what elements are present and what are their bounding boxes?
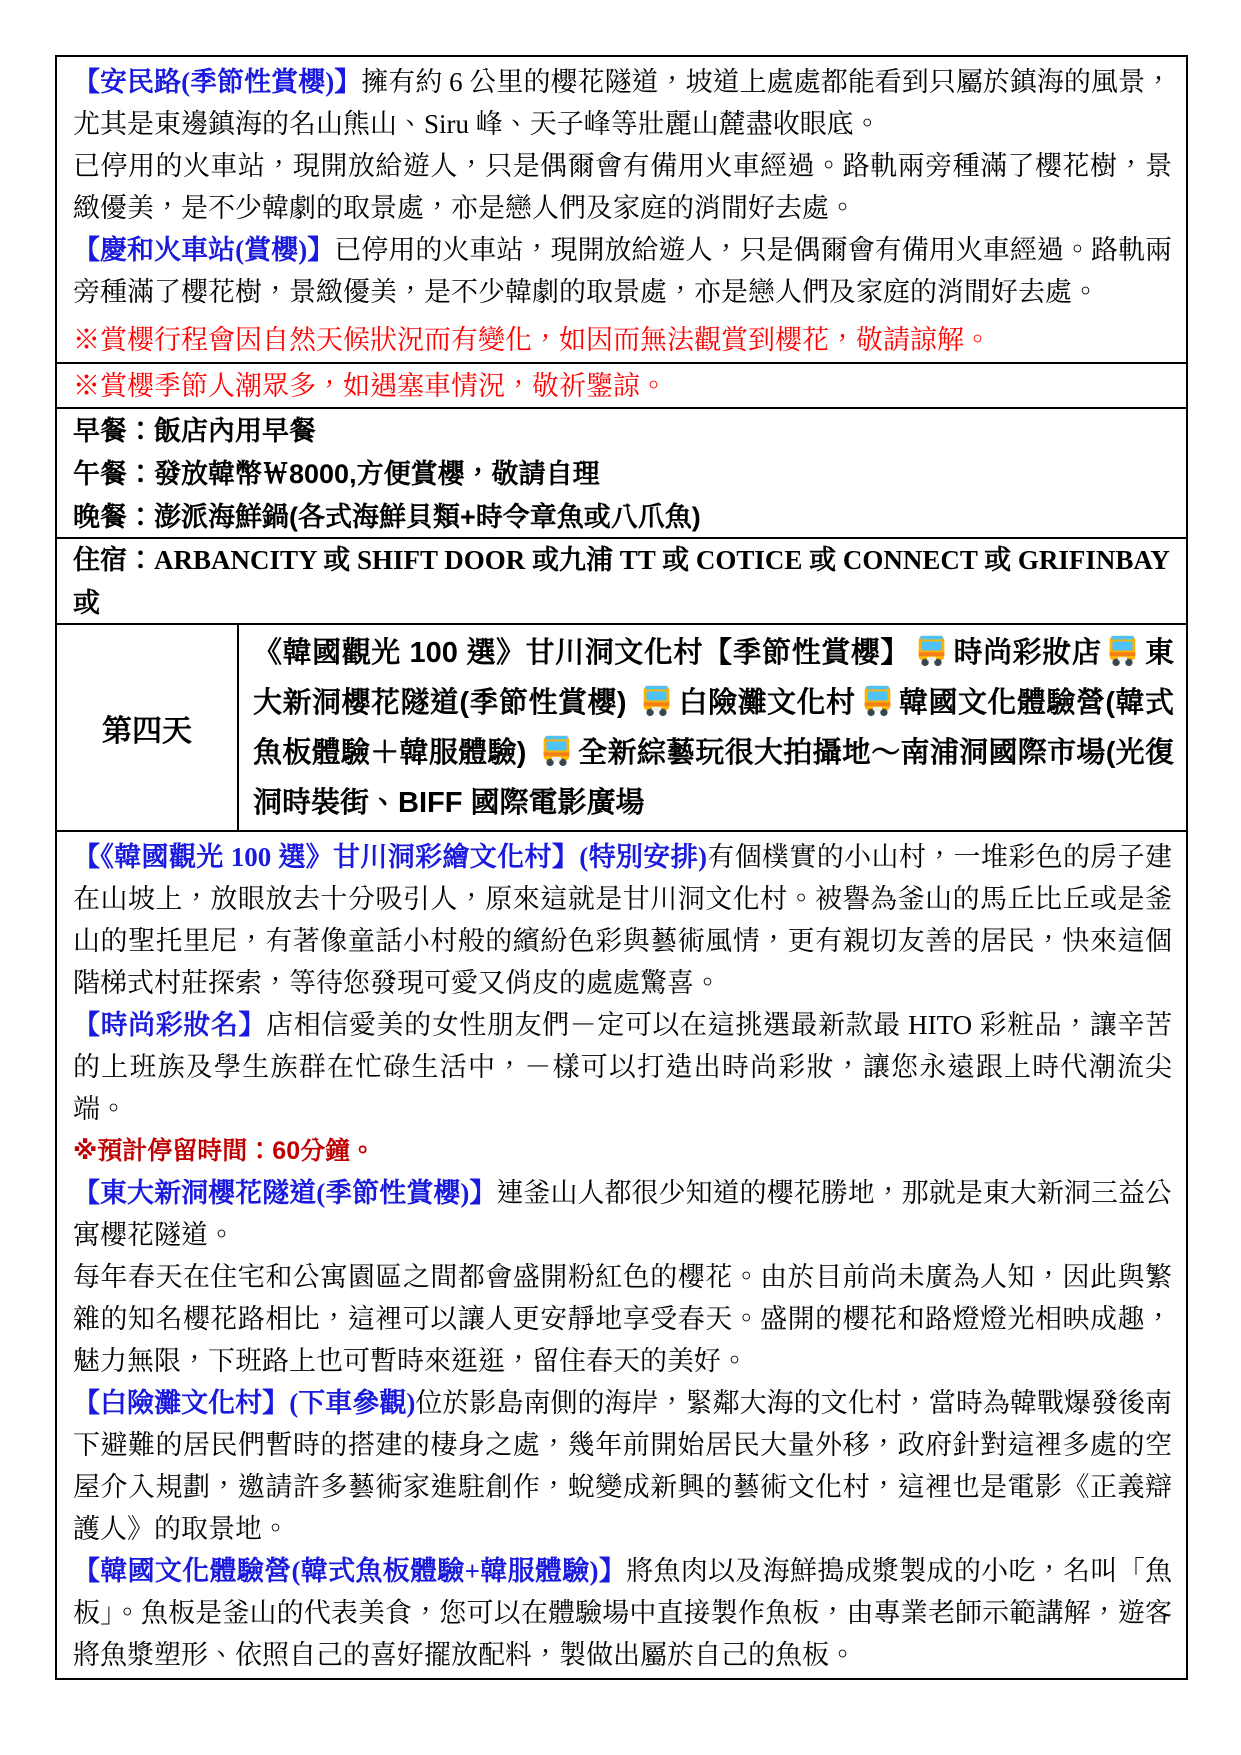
accommodation-line-1: 住宿：ARBANCITY 或 SHIFT DOOR 或九浦 TT 或 COTICE 或 CONNECT 或 GRIFINBAY 或 <box>73 545 1169 618</box>
paragraph-body: 已停用的火車站，現開放給遊人，只是偶爾會有備用火車經過。路軌兩旁種滿了櫻花樹，景緻優美，是不少韓劇的取景處，亦是戀人們及家庭的消閒好去處。 <box>73 151 1172 223</box>
attraction-header: 【韓國文化體驗營(韓式魚板體驗+韓服體驗)】 <box>73 1556 627 1586</box>
paragraph-body: 位於影島南側的海岸，緊鄰大海的文化村，當時為韓戰爆發後南下避難的居民們暫時的搭建的棲身之處，幾年前開始居民大量外移，政府針對這裡多處的空屋介入規劃，邀請許多藝術家進駐創作，蛻變成新興的藝術文化村，這裡也是電影《正義辯護人》的取景地。 <box>73 1388 1173 1544</box>
paragraph-body: 有個樸實的小山村，一堆彩色的房子建在山坡上，放眼放去十分吸引人，原來這就是甘川洞文化村。被譽為釜山的馬丘比丘或是釜山的聖托里尼，有著像童話小村般的繽紛色彩與藝術風情，更有親切友善的居民，快來這個階梯式村莊探索，等待您發現可愛又俏皮的處處驚喜。 <box>73 842 1173 998</box>
bus-icon <box>915 634 948 667</box>
intro-paragraph <box>73 61 1172 145</box>
attraction-header: 【白險灘文化村】(下車參觀) <box>73 1388 416 1418</box>
paragraph-body: 連釜山人都很少知道的櫻花勝地，那就是東大新洞三益公寓櫻花隧道。 <box>73 1178 1172 1250</box>
stop-label: 時尚彩妝店 <box>952 637 1102 669</box>
breakfast-line: 早餐：飯店內用早餐 <box>73 416 316 446</box>
paragraph-body: 將魚肉以及海鮮搗成漿製成的小吃，名叫「魚板」。魚板是釜山的代表美食，您可以在體驗場中直接製作魚板，由專業老師示範講解，遊客將魚漿塑形、依照自己的喜好擺放配料，製做出屬於自己的魚板。 <box>73 1556 1173 1670</box>
stop-label: 《韓國觀光 100 選》甘川洞文化村【季節性賞櫻】 <box>253 637 910 669</box>
paragraph-body: 擁有約 6 公里的櫻花隧道，坡道上處處都能看到只屬於鎮海的風景，尤其是東邊鎮海的名山熊山、Siru 峰、天子峰等壯麗山麓盡收眼底。 <box>73 67 1173 139</box>
description-paragraph <box>73 836 1172 1004</box>
description-paragraph <box>73 1172 1172 1256</box>
paragraph-body: 已停用的火車站，現開放給遊人，只是偶爾會有備用火車經過。路軌兩旁種滿了櫻花樹，景緻優美，是不少韓劇的取景處，亦是戀人們及家庭的消閒好去處。 <box>73 235 1173 307</box>
day-label: 第四天 <box>57 625 239 830</box>
intro-paragraph <box>73 229 1172 313</box>
lunch-line: 午餐：發放韓幣￦8000,方便賞櫻，敬請自理 <box>73 459 600 489</box>
stop-label: 全新綜藝玩很大拍攝地～南浦洞國際市場(光復洞時裝街、BIFF 國際電影廣場 <box>253 737 1174 819</box>
attraction-header: 【時尚彩妝名】 <box>73 1010 267 1040</box>
stop-label: 東大新洞櫻花隧道(季節性賞櫻) <box>253 637 1174 719</box>
accommodation-section <box>57 539 1186 625</box>
description-paragraph <box>73 1004 1172 1130</box>
stay-duration-note: ※預計停留時間：60分鐘。 <box>73 1137 376 1165</box>
stop-label: 白險灘文化村 <box>678 687 856 719</box>
intro-paragraph <box>73 145 1172 229</box>
attraction-header: 【《韓國觀光 100 選》甘川洞彩繪文化村】(特別安排) <box>73 842 707 872</box>
bus-icon <box>640 684 673 717</box>
attraction-header: 【慶和火車站(賞櫻)】 <box>73 235 335 265</box>
paragraph-body: 店相信愛美的女性朋友們－定可以在這挑選最新款最 HITO 彩粧品，讓辛苦的上班族及學生族群在忙碌生活中，－樣可以打造出時尚彩妝，讓您永遠跟上時代潮流尖端。 <box>73 1010 1173 1124</box>
day4-itinerary <box>239 625 1186 830</box>
descriptions-section <box>57 832 1186 1678</box>
itinerary-table <box>55 55 1188 1680</box>
paragraph-body: 每年春天在住宅和公寓園區之間都會盛開粉紅色的櫻花。由於目前尚未廣為人知，因此與繁雜的知名櫻花路相比，這裡可以讓人更安靜地享受春天。盛開的櫻花和路燈燈光相映成趣，魅力無限，下班路上也可暫時來逛逛，留住春天的美好。 <box>73 1262 1172 1376</box>
intro-section <box>57 57 1186 364</box>
warning-text: ※賞櫻季節人潮眾多，如遇塞車情況，敬祈鑒諒。 <box>73 371 667 401</box>
meals-section <box>57 409 1186 539</box>
attraction-header: 【東大新洞櫻花隧道(季節性賞櫻)】 <box>73 1178 497 1208</box>
stop-label: 韓國文化體驗營(韓式魚板體驗＋韓服體驗) <box>253 687 1174 769</box>
bus-icon <box>1106 634 1139 667</box>
day4-row <box>57 625 1186 832</box>
warning-row <box>57 364 1186 409</box>
bus-icon <box>540 734 573 767</box>
description-paragraph <box>73 1676 1172 1678</box>
description-paragraph <box>73 1382 1172 1550</box>
description-paragraph <box>73 1256 1172 1382</box>
dinner-line: 晚餐：澎派海鮮鍋(各式海鮮貝類+時令章魚或八爪魚) <box>73 502 701 532</box>
attraction-header: 【安民路(季節性賞櫻)】 <box>73 67 362 97</box>
warning-text: ※賞櫻行程會因自然天候狀況而有變化，如因而無法觀賞到櫻花，敬請諒解。 <box>73 325 991 355</box>
description-paragraph <box>73 1550 1172 1676</box>
bus-icon <box>861 684 894 717</box>
